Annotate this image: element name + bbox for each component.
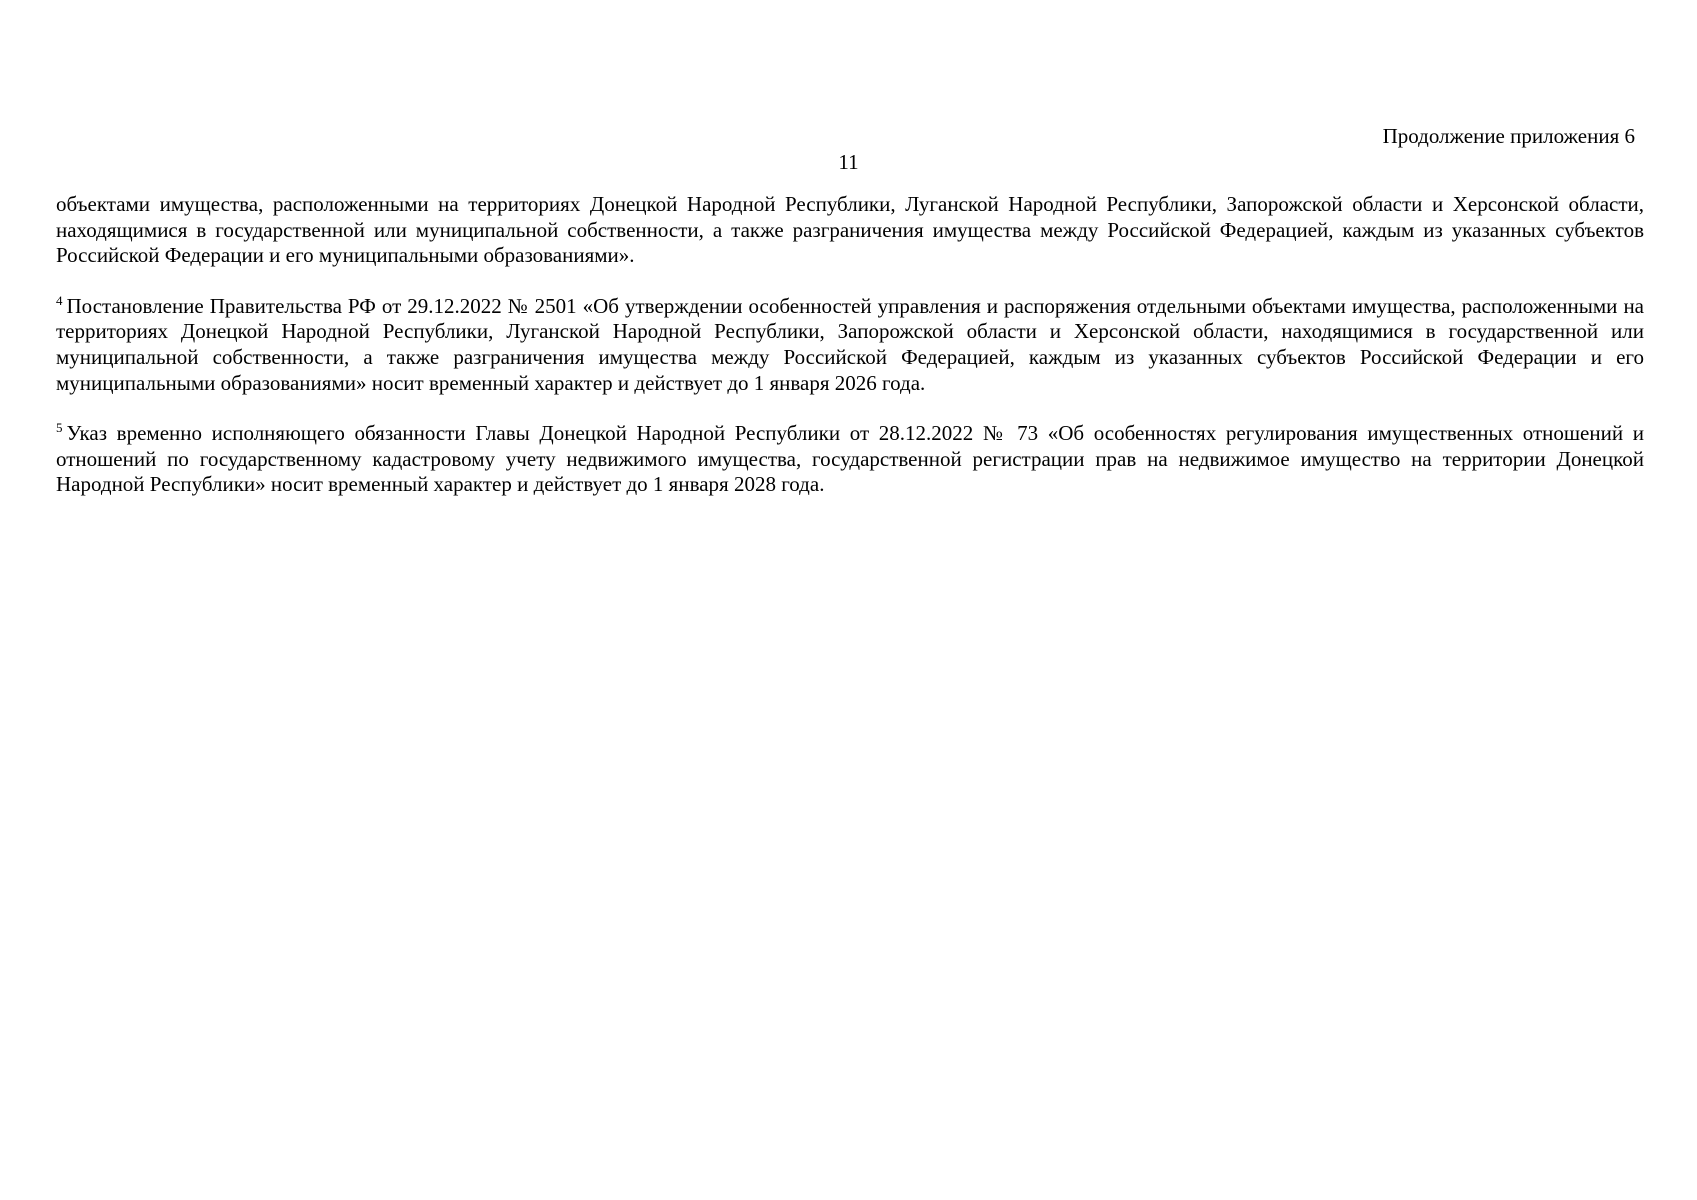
footnote-4-mark: 4 — [56, 292, 63, 308]
footnote-5 — [56, 421, 1644, 498]
footnote-5-text: Указ временно исполняющего обязанности Главы Донецкой Народной Республики от 28.12.2022 № 73 «Об особенностях регулирования имущественных отношений и отношений по государственному кадастровому учету недвижимого имущества, государственной регистрации прав на недвижимое имущество на территории Донецкой Народной Республики» носит временный характер и действует до 1 января 2028 года. — [56, 421, 1644, 497]
footnote-4-text: Постановление Правительства РФ от 29.12.2022 № 2501 «Об утверждении особенностей управления и распоряжения отдельными объектами имущества, расположенными на территориях Донецкой Народной Республики, Луганской Народной Республики, Запорожской области и Херсонской области, находящимися в государственной или муниципальной собственности, а также разграничения имущества между Российской Федерацией, каждым из указанных субъектов Российской Федерации и его муниципальными образованиями» носит временный характер и действует до 1 января 2026 года. — [56, 293, 1644, 395]
document-body — [56, 192, 1644, 523]
footnote-5-mark: 5 — [56, 420, 63, 436]
continuation-paragraph: объектами имущества, расположенными на территориях Донецкой Народной Республики, Луганской Народной Республики, Запорожской области и Херсонской области, находящимися в государственной или муниципальной собственности, а также разграничения имущества между Российской Федерацией, каждым из указанных субъектов Российской Федерации и его муниципальными образованиями». — [56, 192, 1644, 268]
appendix-continuation-note: Продолжение приложения 6 — [1382, 124, 1635, 148]
page-number: 11 — [838, 150, 859, 174]
footnote-4 — [56, 294, 1644, 396]
